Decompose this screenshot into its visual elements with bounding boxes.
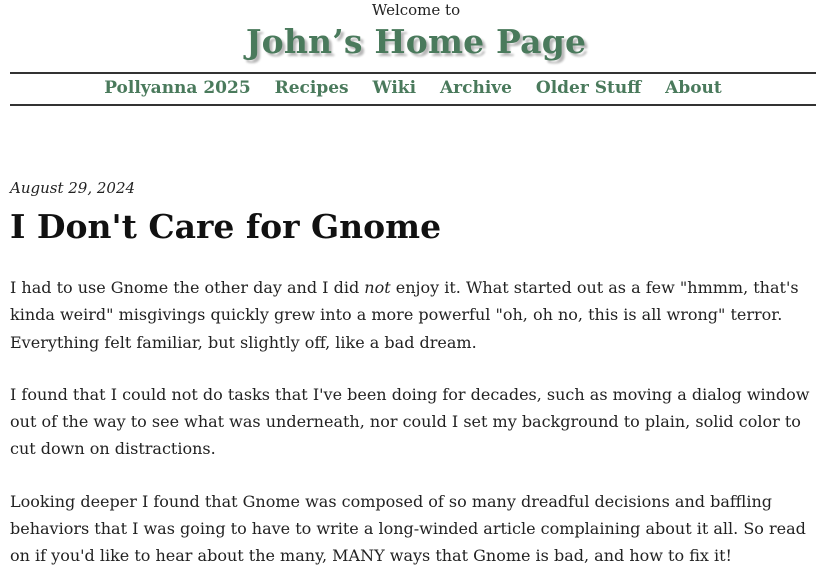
welcome-text: Welcome to bbox=[371, 1, 461, 19]
post-paragraph: Looking deeper I found that Gnome was composed of so many dreadful decisions and baffling behaviors that I was going to have to write a long-winded article complaining about it all. So read on if you'd like to hear about the many, MANY ways that Gnome is bad, and how to fix it! bbox=[10, 491, 806, 566]
post-title: I Don't Care for Gnome bbox=[10, 207, 442, 246]
site-title[interactable]: John’s Home Page bbox=[245, 22, 587, 61]
post-paragraph: I found that I could not do tasks that I've been doing for decades, such as moving a dialog window out of the way to see what was underneath, nor could I set my background to plain, solid color to cut down on distractions. bbox=[10, 384, 810, 459]
post-date: August 29, 2024 bbox=[10, 179, 136, 197]
paragraph-text: enjoy it. What started out as a few "hmmm, that's kinda weird" misgivings quickly grew into a more powerful "oh, oh no, this is all wrong" terror. Everything felt familiar, but slightly off, like a bad dream. bbox=[10, 278, 799, 352]
nav-link-about[interactable]: About bbox=[665, 78, 722, 98]
nav-link-wiki[interactable]: Wiki bbox=[372, 78, 417, 98]
nav-link-archive[interactable]: Archive bbox=[439, 78, 512, 98]
nav-link-pollyanna[interactable]: Pollyanna 2025 bbox=[104, 78, 251, 98]
nav-link-recipes[interactable]: Recipes bbox=[274, 78, 349, 98]
nav-link-older-stuff[interactable]: Older Stuff bbox=[535, 78, 642, 98]
main-nav bbox=[10, 72, 816, 106]
post-body bbox=[10, 274, 820, 588]
post-paragraph bbox=[10, 274, 820, 356]
paragraph-text: I had to use Gnome the other day and I did bbox=[10, 278, 365, 297]
emphasis-text: not bbox=[364, 278, 391, 297]
